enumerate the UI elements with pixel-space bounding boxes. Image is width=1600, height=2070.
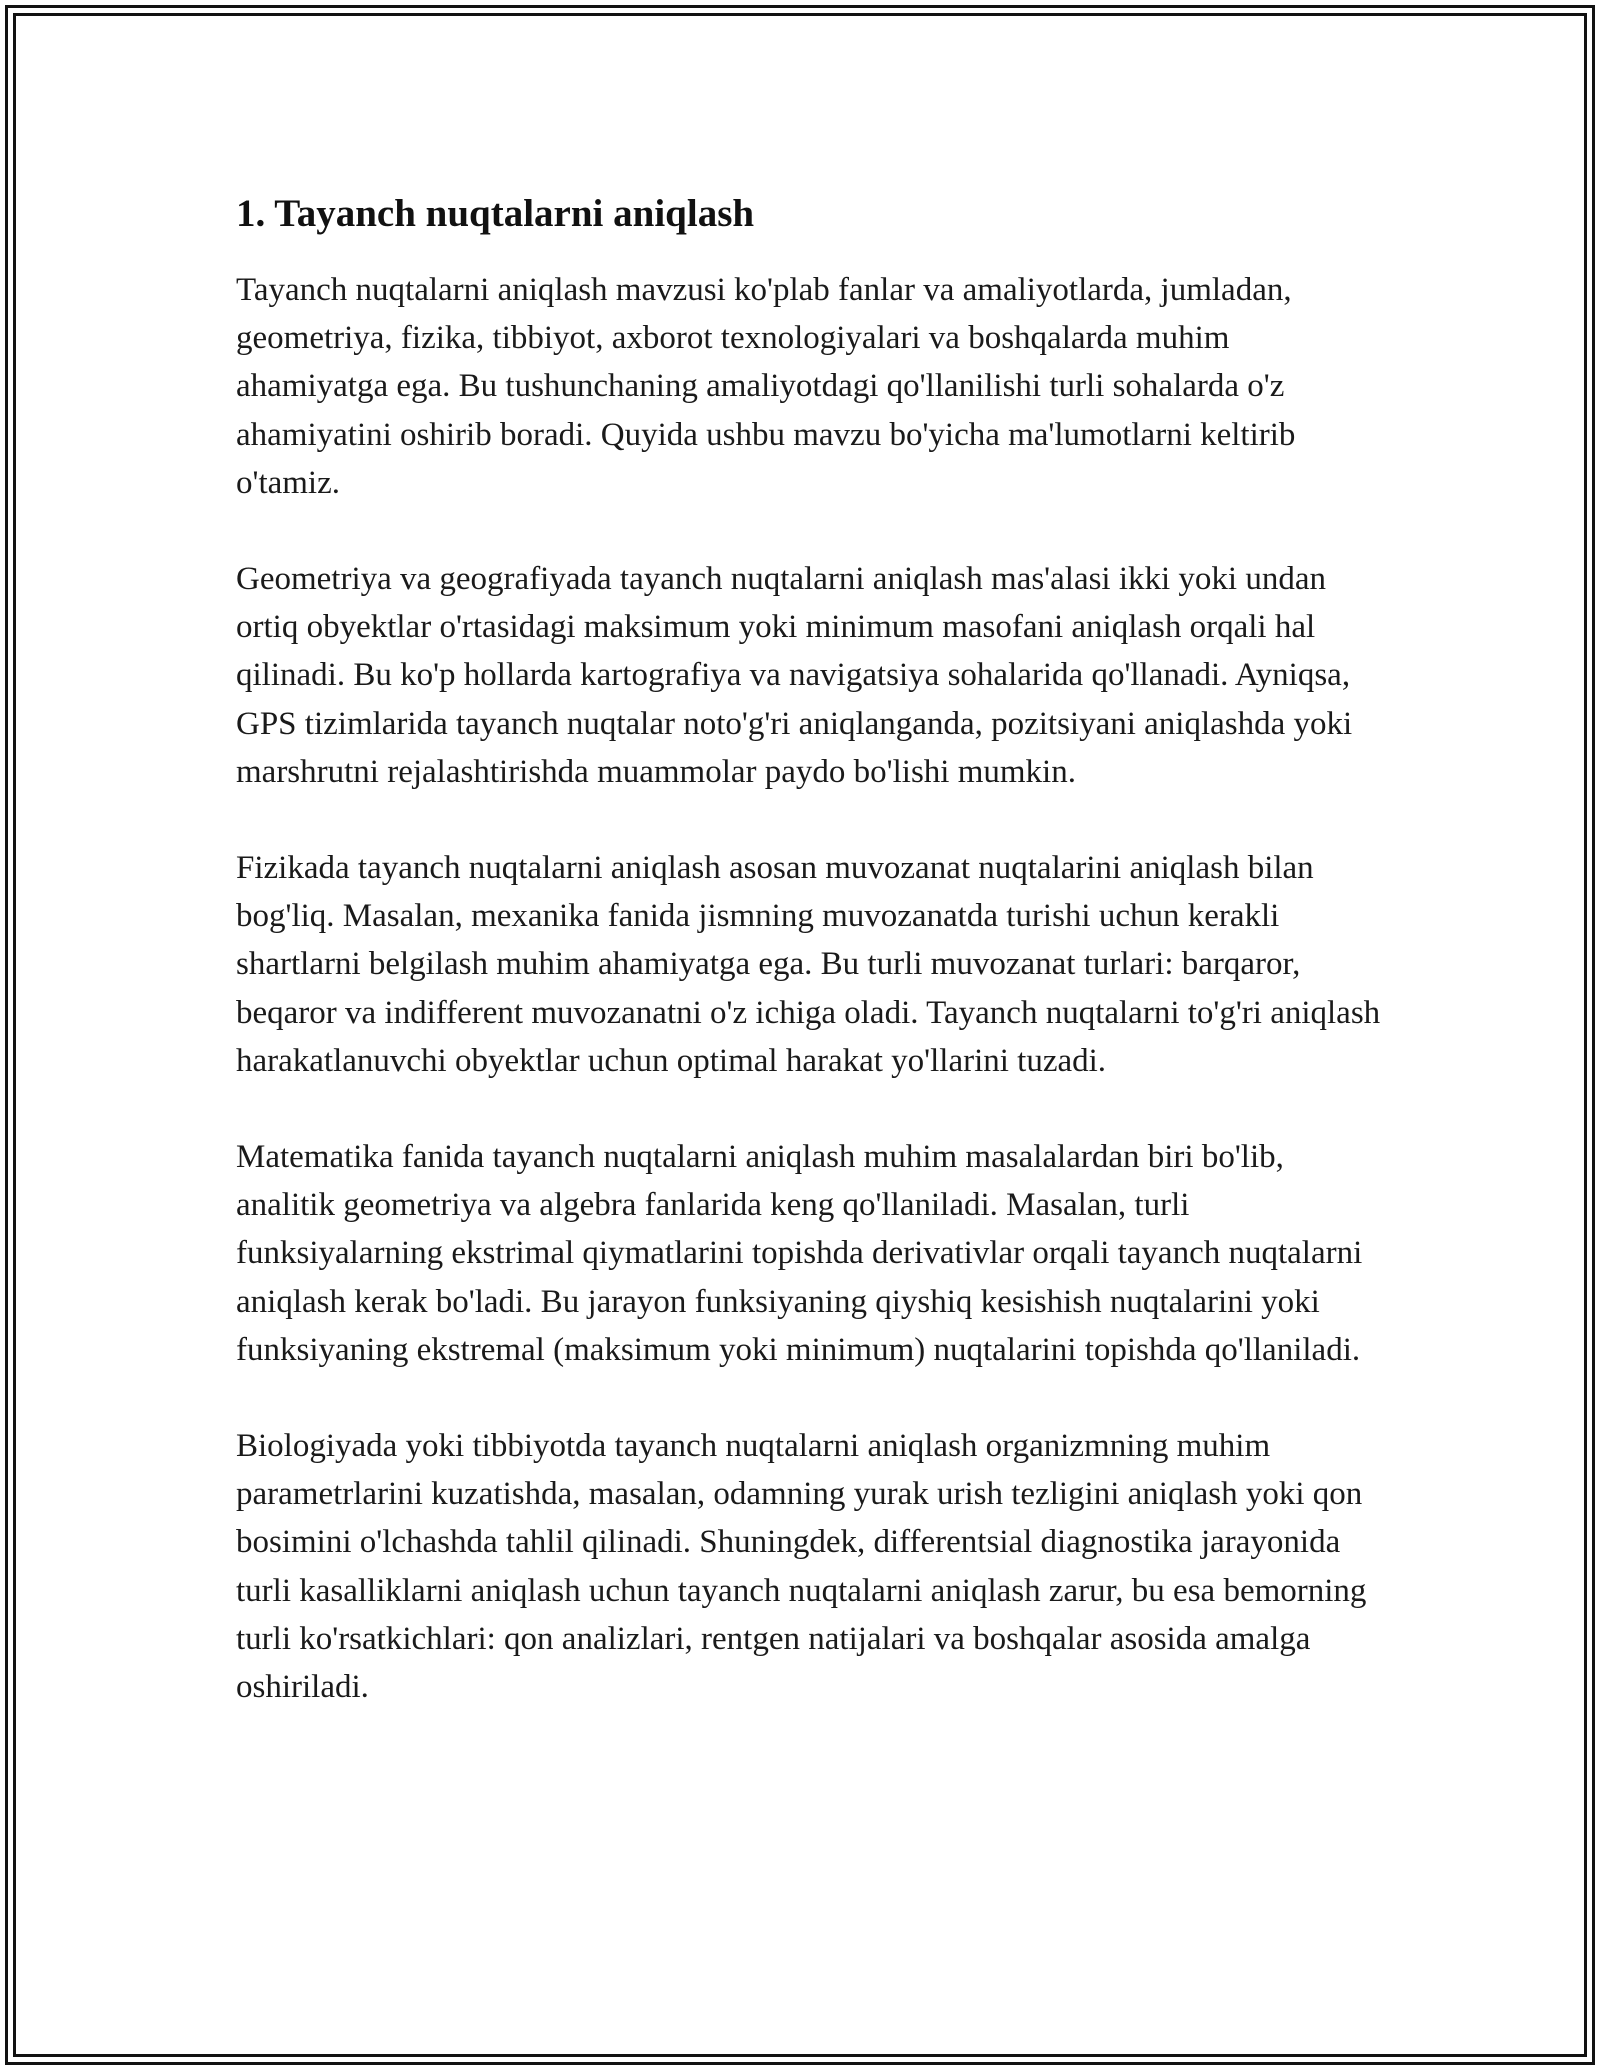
- paragraph-intro: Tayanch nuqtalarni aniqlash mavzusi ko'plab fanlar va amaliyotlarda, jumladan, geometriya, fizika, tibbiyot, axborot texnologiyalari va boshqalarda muhim ahamiyatga ega. Bu tushunchaning amaliyotdagi qo'llanilishi turli sohalarda o'z ahamiyatini oshirib boradi. Quyida ushbu mavzu bo'yicha ma'lumotlarni keltirib o'tamiz.: [236, 272, 1296, 501]
- paragraph-physics: Fizikada tayanch nuqtalarni aniqlash asosan muvozanat nuqtalarini aniqlash bilan bog'liq. Masalan, mexanika fanida jismning muvozanatda turishi uchun kerakli shartlarni belgilash muhim ahamiyatga ega. Bu turli muvozanat turlari: barqaror, beqaror va indifferent muvozanatni o'z ichiga oladi. Tayanch nuqtalarni to'g'ri aniqlash harakatlanuvchi obyektlar uchun optimal harakat yo'llarini tuzadi.: [236, 850, 1381, 1079]
- paragraph-mathematics: Matematika fanida tayanch nuqtalarni aniqlash muhim masalalardan biri bo'lib, analitik geometriya va algebra fanlarida keng qo'llaniladi. Masalan, turli funksiyalarning ekstrimal qiymatlarini topishda derivativlar orqali tayanch nuqtalarni aniqlash kerak bo'ladi. Bu jarayon funksiyaning qiyshiq kesishish nuqtalarini yoki funksiyaning ekstremal (maksimum yoki minimum) nuqtalarini topishda qo'llaniladi.: [236, 1139, 1363, 1368]
- document-body: [236, 184, 1386, 1711]
- document-title: 1. Tayanch nuqtalarni aniqlash: [236, 192, 755, 235]
- paragraph-biology: Biologiyada yoki tibbiyotda tayanch nuqtalarni aniqlash organizmning muhim parametrlarini kuzatishda, masalan, odamning yurak urish tezligini aniqlash yoki qon bosimini o'lchashda tahlil qilinadi. Shuningdek, differentsial diagnostika jarayonida turli kasalliklarni aniqlash uchun tayanch nuqtalarni aniqlash zarur, bu esa bemorning turli ko'rsatkichlari: qon analizlari, rentgen natijalari va boshqalar asosida amalga oshiriladi.: [236, 1428, 1367, 1706]
- paragraph-geometry: Geometriya va geografiyada tayanch nuqtalarni aniqlash mas'alasi ikki yoki undan ortiq obyektlar o'rtasidagi maksimum yoki minimum masofani aniqlash orqali hal qilinadi. Bu ko'p hollarda kartografiya va navigatsiya sohalarida qo'llanadi. Ayniqsa, GPS tizimlarida tayanch nuqtalar noto'g'ri aniqlanganda, pozitsiyani aniqlashda yoki marshrutni rejalashtirishda muammolar paydo bo'lishi mumkin.: [236, 561, 1353, 790]
